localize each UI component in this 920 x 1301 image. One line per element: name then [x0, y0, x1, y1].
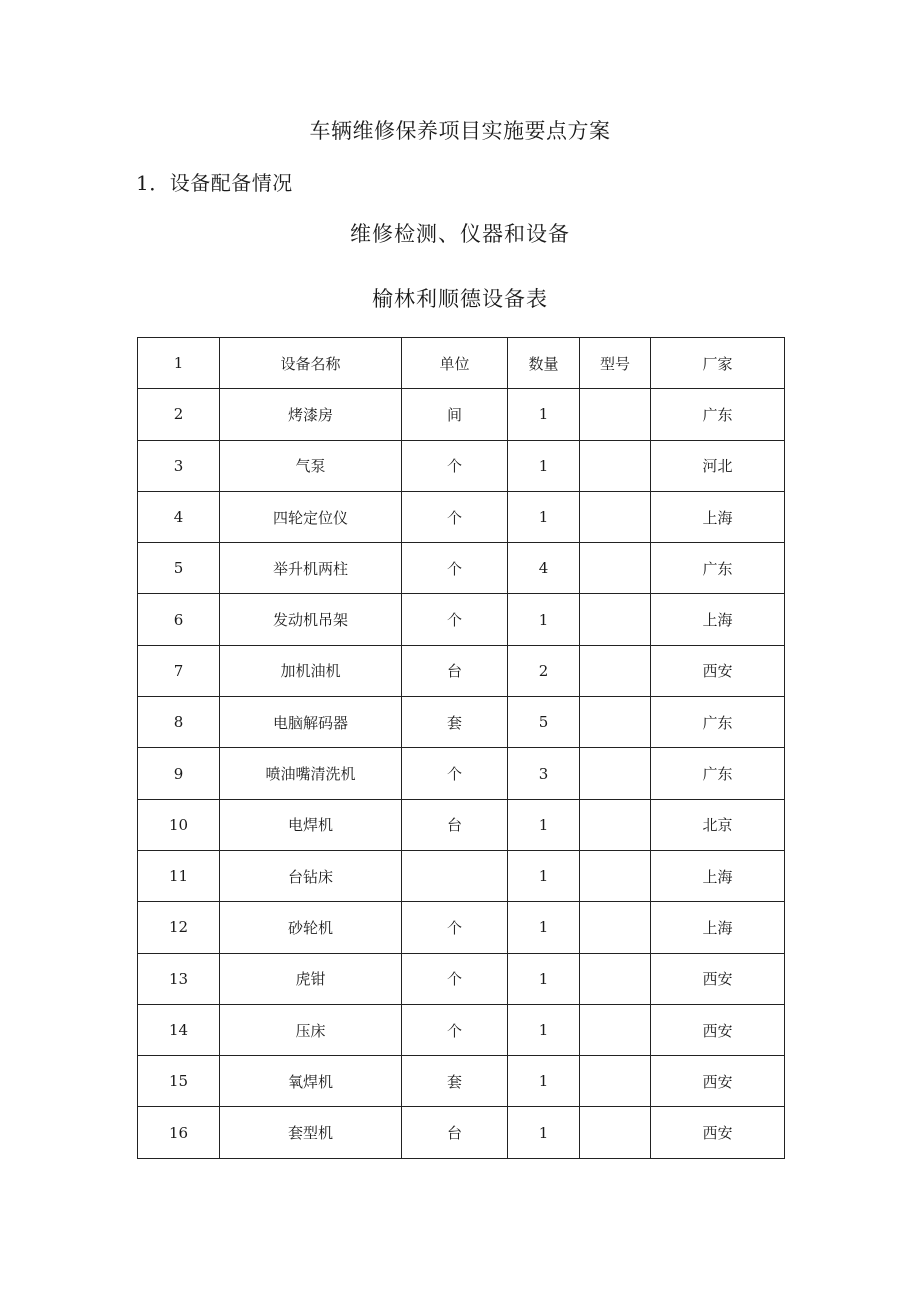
cell-model	[580, 1004, 651, 1055]
cell-equipment-name: 设备名称	[220, 338, 402, 389]
cell-unit: 套	[402, 697, 508, 748]
cell-manufacturer: 河北	[651, 440, 785, 491]
document-title: 车辆维修保养项目实施要点方案	[309, 119, 611, 143]
cell-quantity: 1	[508, 902, 580, 953]
cell-model	[580, 440, 651, 491]
cell-quantity: 5	[508, 697, 580, 748]
cell-manufacturer: 西安	[651, 953, 785, 1004]
table-row	[138, 1056, 785, 1107]
cell-quantity: 1	[508, 491, 580, 542]
cell-unit: 套	[402, 1056, 508, 1107]
cell-number: 1	[138, 338, 220, 389]
cell-manufacturer: 上海	[651, 850, 785, 901]
cell-unit: 个	[402, 902, 508, 953]
cell-quantity: 1	[508, 440, 580, 491]
table-header-row	[138, 338, 785, 389]
cell-equipment-name: 电脑解码器	[220, 697, 402, 748]
cell-model	[580, 543, 651, 594]
cell-quantity: 1	[508, 953, 580, 1004]
cell-manufacturer: 上海	[651, 594, 785, 645]
cell-unit: 台	[402, 645, 508, 696]
table-row	[138, 594, 785, 645]
cell-equipment-name: 砂轮机	[220, 902, 402, 953]
cell-equipment-name: 气泵	[220, 440, 402, 491]
table-row	[138, 543, 785, 594]
cell-manufacturer: 广东	[651, 748, 785, 799]
cell-number: 13	[138, 953, 220, 1004]
cell-quantity: 3	[508, 748, 580, 799]
cell-model	[580, 902, 651, 953]
cell-number: 16	[138, 1107, 220, 1158]
cell-quantity: 1	[508, 594, 580, 645]
cell-manufacturer: 广东	[651, 697, 785, 748]
table-row	[138, 491, 785, 542]
table-row	[138, 1004, 785, 1055]
cell-quantity: 2	[508, 645, 580, 696]
table-row	[138, 902, 785, 953]
cell-manufacturer: 上海	[651, 902, 785, 953]
cell-model: 型号	[580, 338, 651, 389]
cell-manufacturer: 西安	[651, 645, 785, 696]
cell-manufacturer: 上海	[651, 491, 785, 542]
cell-manufacturer: 西安	[651, 1004, 785, 1055]
cell-unit: 台	[402, 1107, 508, 1158]
table-row	[138, 440, 785, 491]
cell-model	[580, 850, 651, 901]
cell-model	[580, 1107, 651, 1158]
cell-equipment-name: 四轮定位仪	[220, 491, 402, 542]
cell-equipment-name: 加机油机	[220, 645, 402, 696]
cell-equipment-name: 电焊机	[220, 799, 402, 850]
cell-number: 3	[138, 440, 220, 491]
cell-model	[580, 748, 651, 799]
cell-quantity: 4	[508, 543, 580, 594]
cell-quantity: 1	[508, 1107, 580, 1158]
cell-unit: 个	[402, 491, 508, 542]
cell-unit: 个	[402, 594, 508, 645]
table-row	[138, 697, 785, 748]
cell-manufacturer: 广东	[651, 543, 785, 594]
table-row	[138, 850, 785, 901]
cell-number: 15	[138, 1056, 220, 1107]
cell-equipment-name: 举升机两柱	[220, 543, 402, 594]
cell-number: 10	[138, 799, 220, 850]
cell-unit: 间	[402, 389, 508, 440]
cell-number: 14	[138, 1004, 220, 1055]
cell-equipment-name: 虎钳	[220, 953, 402, 1004]
cell-unit: 台	[402, 799, 508, 850]
section-heading: 1．设备配备情况	[136, 171, 293, 195]
cell-number: 8	[138, 697, 220, 748]
table-caption: 榆林利顺德设备表	[372, 287, 548, 311]
cell-model	[580, 799, 651, 850]
document-subtitle: 维修检测、仪器和设备	[350, 222, 570, 246]
cell-quantity: 1	[508, 389, 580, 440]
cell-unit	[402, 850, 508, 901]
cell-unit: 个	[402, 440, 508, 491]
cell-model	[580, 697, 651, 748]
cell-equipment-name: 烤漆房	[220, 389, 402, 440]
cell-model	[580, 953, 651, 1004]
cell-equipment-name: 台钻床	[220, 850, 402, 901]
cell-model	[580, 491, 651, 542]
cell-quantity: 1	[508, 799, 580, 850]
table-row	[138, 748, 785, 799]
cell-equipment-name: 压床	[220, 1004, 402, 1055]
cell-model	[580, 645, 651, 696]
cell-manufacturer: 厂家	[651, 338, 785, 389]
cell-number: 4	[138, 491, 220, 542]
cell-equipment-name: 发动机吊架	[220, 594, 402, 645]
cell-manufacturer: 西安	[651, 1056, 785, 1107]
cell-number: 5	[138, 543, 220, 594]
cell-equipment-name: 套型机	[220, 1107, 402, 1158]
equipment-table-body	[138, 338, 785, 1159]
cell-quantity: 1	[508, 1004, 580, 1055]
equipment-table	[137, 337, 785, 1159]
cell-model	[580, 594, 651, 645]
cell-number: 9	[138, 748, 220, 799]
cell-quantity: 数量	[508, 338, 580, 389]
cell-quantity: 1	[508, 1056, 580, 1107]
cell-manufacturer: 广东	[651, 389, 785, 440]
cell-manufacturer: 北京	[651, 799, 785, 850]
cell-number: 12	[138, 902, 220, 953]
cell-unit: 个	[402, 953, 508, 1004]
cell-equipment-name: 喷油嘴清洗机	[220, 748, 402, 799]
cell-unit: 个	[402, 1004, 508, 1055]
table-row	[138, 799, 785, 850]
table-row	[138, 953, 785, 1004]
cell-number: 7	[138, 645, 220, 696]
cell-model	[580, 1056, 651, 1107]
cell-quantity: 1	[508, 850, 580, 901]
cell-manufacturer: 西安	[651, 1107, 785, 1158]
cell-number: 2	[138, 389, 220, 440]
cell-number: 11	[138, 850, 220, 901]
cell-equipment-name: 氧焊机	[220, 1056, 402, 1107]
cell-unit: 个	[402, 748, 508, 799]
cell-model	[580, 389, 651, 440]
cell-unit: 个	[402, 543, 508, 594]
cell-unit: 单位	[402, 338, 508, 389]
cell-number: 6	[138, 594, 220, 645]
table-row	[138, 645, 785, 696]
table-row	[138, 1107, 785, 1158]
table-row	[138, 389, 785, 440]
